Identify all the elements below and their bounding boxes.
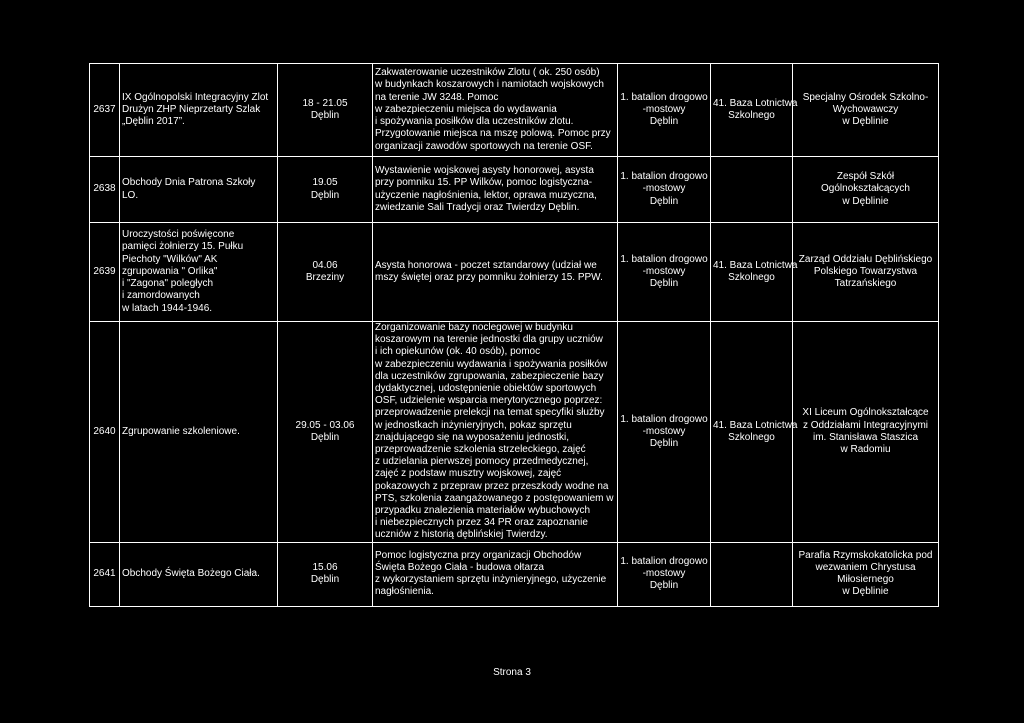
event-description-line: PTS, szkolenia zaangażowanego z postępowaniem w (375, 492, 614, 504)
military-unit-line: -mostowy (642, 183, 686, 195)
event-name (120, 542, 278, 606)
row-number: 2639 (90, 223, 120, 322)
event-description-line: zwiedzanie Sali Tradycji oraz Twierdzy Dęblin. (375, 201, 580, 213)
partner-organization-line: w Dęblinie (842, 586, 889, 598)
air-base-line: Szkolnego (728, 272, 775, 283)
event-description-line: przy pomniku 15. PP Wilków, pomoc logistyczna- (375, 177, 593, 189)
event-description-line: i niebezpiecznych przez 34 PR oraz zapoznanie (375, 517, 588, 529)
partner-organization-line: w Radomiu (840, 444, 891, 456)
place-text: Dęblin (310, 574, 340, 586)
event-description-line: organizacji zawodów sportowych na terenie OSF. (375, 140, 593, 152)
military-unit-line: Dęblin (649, 116, 679, 128)
table-row (90, 223, 939, 322)
event-name-line: Uroczystości poświęcone (122, 229, 235, 241)
partner-organization (793, 157, 939, 223)
partner-organization-line: Ogólnokształcących (821, 183, 910, 195)
event-name-line: Drużyn ZHP Nieprzetarty Szlak (122, 103, 261, 115)
event-description-line: znajdującego się na wyposażeniu jednostki, (375, 431, 570, 443)
event-name-line: LO. (122, 189, 139, 201)
event-name-line: Zgrupowanie szkoleniowe. (122, 425, 240, 437)
event-description-line: dydaktycznej, udostępnienie obiektów sportowych (375, 383, 597, 395)
military-unit-line: Dęblin (649, 278, 679, 290)
page-footer: Strona 3 (493, 667, 531, 678)
military-unit-line: Dęblin (649, 195, 679, 207)
event-description (373, 157, 618, 223)
event-name-line: IX Ogólnopolski Integracyjny Zlot (122, 91, 269, 103)
event-description-line: i spożywania posiłków dla uczestników zlotu. (375, 116, 574, 128)
event-description-line: w budynkach koszarowych i namiotach wojskowych (375, 79, 604, 91)
event-description (373, 322, 618, 543)
event-description-line: dla uczestników zgrupowania, zabezpieczenie bazy (375, 370, 604, 382)
place-text: Brzeziny (305, 272, 345, 283)
partner-organization-line: Parafia Rzymskokatolicka pod (798, 549, 933, 561)
air-base (711, 223, 798, 322)
event-description-line: Asysta honorowa - poczet sztandarowy (udział we (375, 259, 597, 271)
partner-organization-line: w Dęblinie (842, 195, 889, 207)
military-unit-line: 1. batalion drogowo (620, 91, 708, 103)
military-unit (618, 64, 711, 157)
event-description-line: w zabezpieczeniu miejsca do wydawania (375, 103, 557, 115)
partner-organization-line: Zespół Szkół (836, 171, 895, 183)
event-description-line: przypadku znalezienia materiałów wybuchowych (375, 505, 591, 517)
military-unit-line: Dęblin (649, 437, 679, 449)
event-description-line: przeprowadzenie prelekcji na temat specyfiki służby (375, 407, 605, 419)
place-text: Dęblin (310, 189, 340, 201)
military-unit-line: 1. batalion drogowo (620, 413, 708, 425)
military-unit-line: -mostowy (642, 265, 686, 277)
military-unit (618, 157, 711, 223)
event-description-line: nagłośnienia. (375, 586, 434, 598)
table-row (90, 322, 939, 543)
table-row (90, 64, 939, 157)
partner-organization-line: Specjalny Ośrodek Szkolno- (802, 91, 929, 103)
partner-organization-line: Tatrzańskiego (834, 278, 897, 290)
event-description-line: Wystawienie wojskowej asysty honorowej, asysta (375, 165, 594, 177)
air-base-line: 41. Baza Lotnictwa (713, 97, 798, 109)
date-text: 29.05 - 03.06 (295, 419, 355, 431)
partner-organization-line: Wychowawczy (832, 103, 899, 115)
event-description-line: OSF, udzielenie wsparcia merytorycznego poprzez: (375, 395, 603, 407)
air-base (711, 542, 793, 606)
air-base (711, 322, 798, 543)
event-name-line: pamięci żołnierzy 15. Pułku (122, 241, 244, 253)
event-name (120, 322, 278, 543)
events-table (89, 63, 939, 607)
partner-organization-line: Miłosiernego (837, 574, 894, 586)
event-description-line: Zakwaterowanie uczestników Zlotu ( ok. 250 osób) (375, 67, 600, 79)
event-description-line: użyczenie nagłośnienia, lektor, oprawa muzyczna, (375, 189, 597, 201)
partner-organization (793, 542, 939, 606)
row-number: 2638 (90, 157, 120, 223)
place-text: Dęblin (310, 110, 340, 121)
event-description-line: mszy świętej oraz przy pomniku żołnierzy 15. PPW. (375, 272, 603, 283)
date-text: 18 - 21.05 (302, 97, 348, 109)
event-description (373, 223, 618, 322)
event-date (278, 322, 373, 543)
event-description-line: Zorganizowanie bazy noclegowej w budynku (375, 322, 573, 333)
row-number: 2637 (90, 64, 120, 157)
military-unit-line: Dęblin (649, 580, 679, 592)
event-name-line: Piechoty "Wilków" AK (122, 253, 218, 265)
partner-organization (793, 322, 939, 543)
military-unit-line: -mostowy (642, 568, 686, 580)
event-description-line: i ich opiekunów (ok. 40 osób), pomoc (375, 346, 541, 358)
event-description-line: z wykorzystaniem sprzętu inżynieryjnego, użyczenie (375, 574, 607, 586)
table-row (90, 157, 939, 223)
partner-organization (793, 223, 939, 322)
event-description (373, 64, 618, 157)
date-text: 04.06 (312, 259, 338, 271)
event-name-line: w latach 1944-1946. (122, 302, 213, 314)
event-description-line: w zabezpieczeniu wydawania i spożywania posiłków (375, 358, 608, 370)
event-description-line: zajęć z podstaw musztry wojskowej, zajęć (375, 468, 562, 480)
military-unit-line: 1. batalion drogowo (620, 171, 708, 183)
event-date (278, 64, 373, 157)
event-name-line: i "Zagona" poległych (122, 278, 214, 290)
event-description-line: pokazowych z przepraw przez przeszkody wodne na (375, 480, 609, 492)
event-name-line: zgrupowania " Orlika" (122, 265, 218, 277)
event-description (373, 542, 618, 606)
event-date (278, 542, 373, 606)
event-name-line: i zamordowanych (122, 290, 200, 302)
event-description-line: przeprowadzenie szkolenia strzeleckiego, zajęć (375, 444, 586, 456)
air-base-line: Szkolnego (728, 431, 775, 443)
event-date (278, 223, 373, 322)
event-date (278, 157, 373, 223)
place-text: Dęblin (310, 431, 340, 443)
event-name-line: „Dęblin 2017”. (122, 116, 185, 128)
air-base-line: 41. Baza Lotnictwa (713, 419, 798, 431)
military-unit-line: -mostowy (642, 425, 686, 437)
row-number: 2641 (90, 542, 120, 606)
event-description-line: na terenie JW 3248. Pomoc (375, 91, 499, 103)
partner-organization (793, 64, 939, 157)
military-unit-line: 1. batalion drogowo (620, 555, 708, 567)
air-base (711, 157, 793, 223)
air-base-line: Szkolnego (728, 110, 775, 121)
partner-organization-line: XI Liceum Ogólnokształcące (802, 407, 929, 419)
partner-organization-line: im. Stanisława Staszica (812, 431, 919, 443)
row-number: 2640 (90, 322, 120, 543)
event-description-line: uczniów z historią dęblińskiej Twierdzy. (375, 529, 548, 541)
event-name (120, 64, 278, 157)
partner-organization-line: Zarząd Oddziału Dęblińskiego (798, 253, 933, 265)
date-text: 19.05 (312, 177, 338, 189)
partner-organization-line: Polskiego Towarzystwa (813, 265, 918, 277)
event-description-line: koszarowym na terenie jednostki dla grupy uczniów (375, 334, 603, 346)
event-name-line: Obchody Dnia Patrona Szkoły (122, 177, 256, 189)
partner-organization-line: wezwaniem Chrystusa (815, 561, 916, 573)
military-unit (618, 542, 711, 606)
event-name (120, 223, 278, 322)
event-description-line: w jednostkach inżynieryjnych, pokaz sprzętu (375, 419, 572, 431)
table-row (90, 542, 939, 606)
military-unit-line: -mostowy (642, 103, 686, 115)
military-unit (618, 322, 711, 543)
date-text: 15.06 (312, 561, 338, 573)
partner-organization-line: w Dęblinie (842, 116, 889, 128)
air-base-line: 41. Baza Lotnictwa (713, 259, 798, 271)
event-description-line: Święta Bożego Ciała - budowa ołtarza (375, 561, 544, 573)
partner-organization-line: z Oddziałami Integracyjnymi (802, 419, 929, 431)
event-name (120, 157, 278, 223)
event-name-line: Obchody Święta Bożego Ciała. (122, 568, 260, 580)
event-description-line: z udzielania pierwszej pomocy przedmedycznej, (375, 456, 589, 468)
military-unit (618, 223, 711, 322)
event-description-line: Pomoc logistyczna przy organizacji Obchodów (375, 549, 582, 561)
event-description-line: Przygotowanie miejsca na mszę polową. Pomoc przy (375, 128, 611, 140)
air-base (711, 64, 798, 157)
military-unit-line: 1. batalion drogowo (620, 253, 708, 265)
